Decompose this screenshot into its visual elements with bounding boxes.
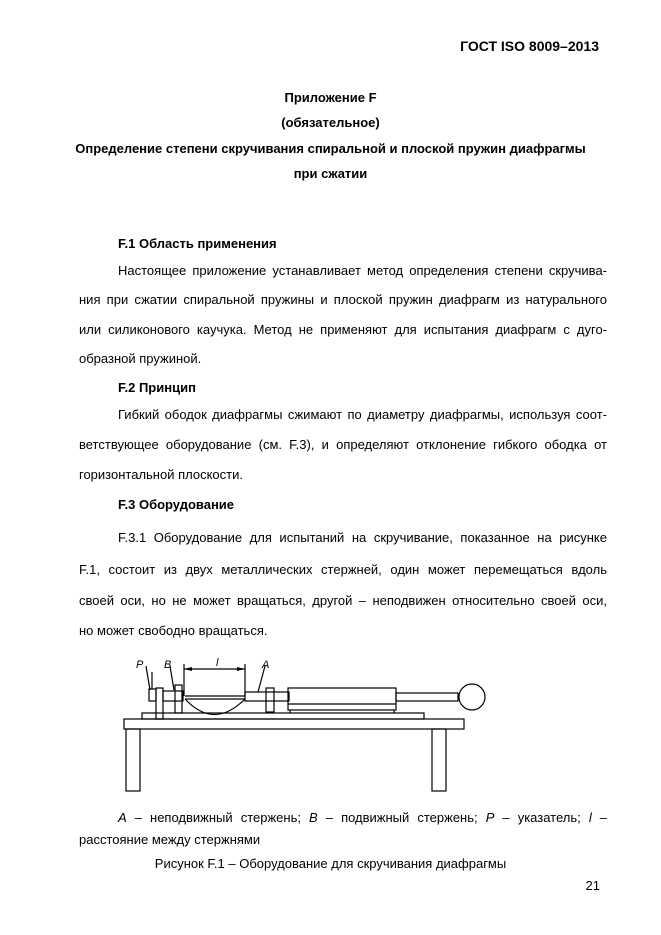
base-plate [142, 713, 424, 719]
label-p: P [136, 659, 144, 671]
shaft [396, 693, 458, 701]
f3-line: F.3.1 Оборудование для испытаний на скручивание, показанное на рисунке [118, 530, 607, 545]
f1-line: Настоящее приложение устанавливает метод определения степени скручива- [118, 263, 607, 278]
label-a: A [262, 659, 270, 671]
annex-title: Приложение F [284, 90, 377, 105]
f3-line: F.1, состоит из двух металлических стержней, один может перемещаться вдоль [79, 562, 607, 577]
label-b: B [164, 659, 172, 671]
table-leg-left [126, 729, 140, 791]
legend-l-text: – [591, 810, 608, 825]
pointer-bracket [156, 688, 163, 719]
knob [459, 684, 485, 710]
rod-a [245, 692, 289, 701]
figure-legend-line1 [118, 810, 607, 825]
legend-l-symbol: l [588, 810, 592, 825]
pointer-nut [149, 689, 156, 701]
f2-line: Гибкий ободок диафрагмы сжимают по диаметру диафрагмы, используя соот- [118, 407, 607, 422]
rod-b-bearing [175, 685, 182, 713]
annex-heading-line2: при сжатии [293, 166, 368, 181]
f2-line: горизонтальной плоскости. [79, 467, 243, 482]
label-l: l [216, 657, 219, 669]
dim-arrow-left [184, 667, 192, 671]
section-f3-heading: F.3 Оборудование [118, 497, 235, 512]
legend-a-text: – неподвижный стержень; [126, 810, 310, 825]
legend-b-text: – подвижный стержень; [317, 810, 486, 825]
page-number: 21 [585, 878, 600, 893]
legend-p-symbol: P [485, 810, 495, 825]
figure-apparatus-drawing [118, 652, 498, 794]
header-standard: ГОСТ ISO 8009–2013 [460, 38, 599, 54]
f1-line: образной пружиной. [79, 351, 202, 366]
legend-b-symbol: B [309, 810, 318, 825]
diaphragm [185, 699, 245, 715]
dim-arrow-right [237, 667, 245, 671]
legend-a-symbol: A [118, 810, 127, 825]
housing [288, 688, 396, 710]
f2-line: ветствующее оборудование (см. F.3), и определяют отклонение гибкого ободка от [79, 437, 607, 452]
table-top [124, 719, 464, 729]
f3-line: своей оси, но не может вращаться, другой – неподвижен относительно своей оси, [79, 593, 607, 608]
figure-caption: Рисунок F.1 – Оборудование для скручивания диафрагмы [154, 856, 507, 871]
section-f2-heading: F.2 Принцип [118, 380, 196, 395]
annex-heading-line1: Определение степени скручивания спиральной и плоской пружин диафрагмы [75, 141, 586, 156]
f1-line: ния при сжатии спиральной пружины и плоской пружин диафрагм из натурального [79, 292, 607, 307]
table-leg-right [432, 729, 446, 791]
section-f1-heading: F.1 Область применения [118, 236, 277, 251]
figure-legend-line2: расстояние между стержнями [79, 832, 261, 847]
rod-b [163, 691, 183, 701]
legend-p-text: – указатель; [494, 810, 589, 825]
f1-line: или силиконового каучука. Метод не применяют для испытания диафрагм с дуго- [79, 322, 607, 337]
f3-line: но может свободно вращаться. [79, 623, 268, 638]
annex-status: (обязательное) [281, 115, 380, 130]
